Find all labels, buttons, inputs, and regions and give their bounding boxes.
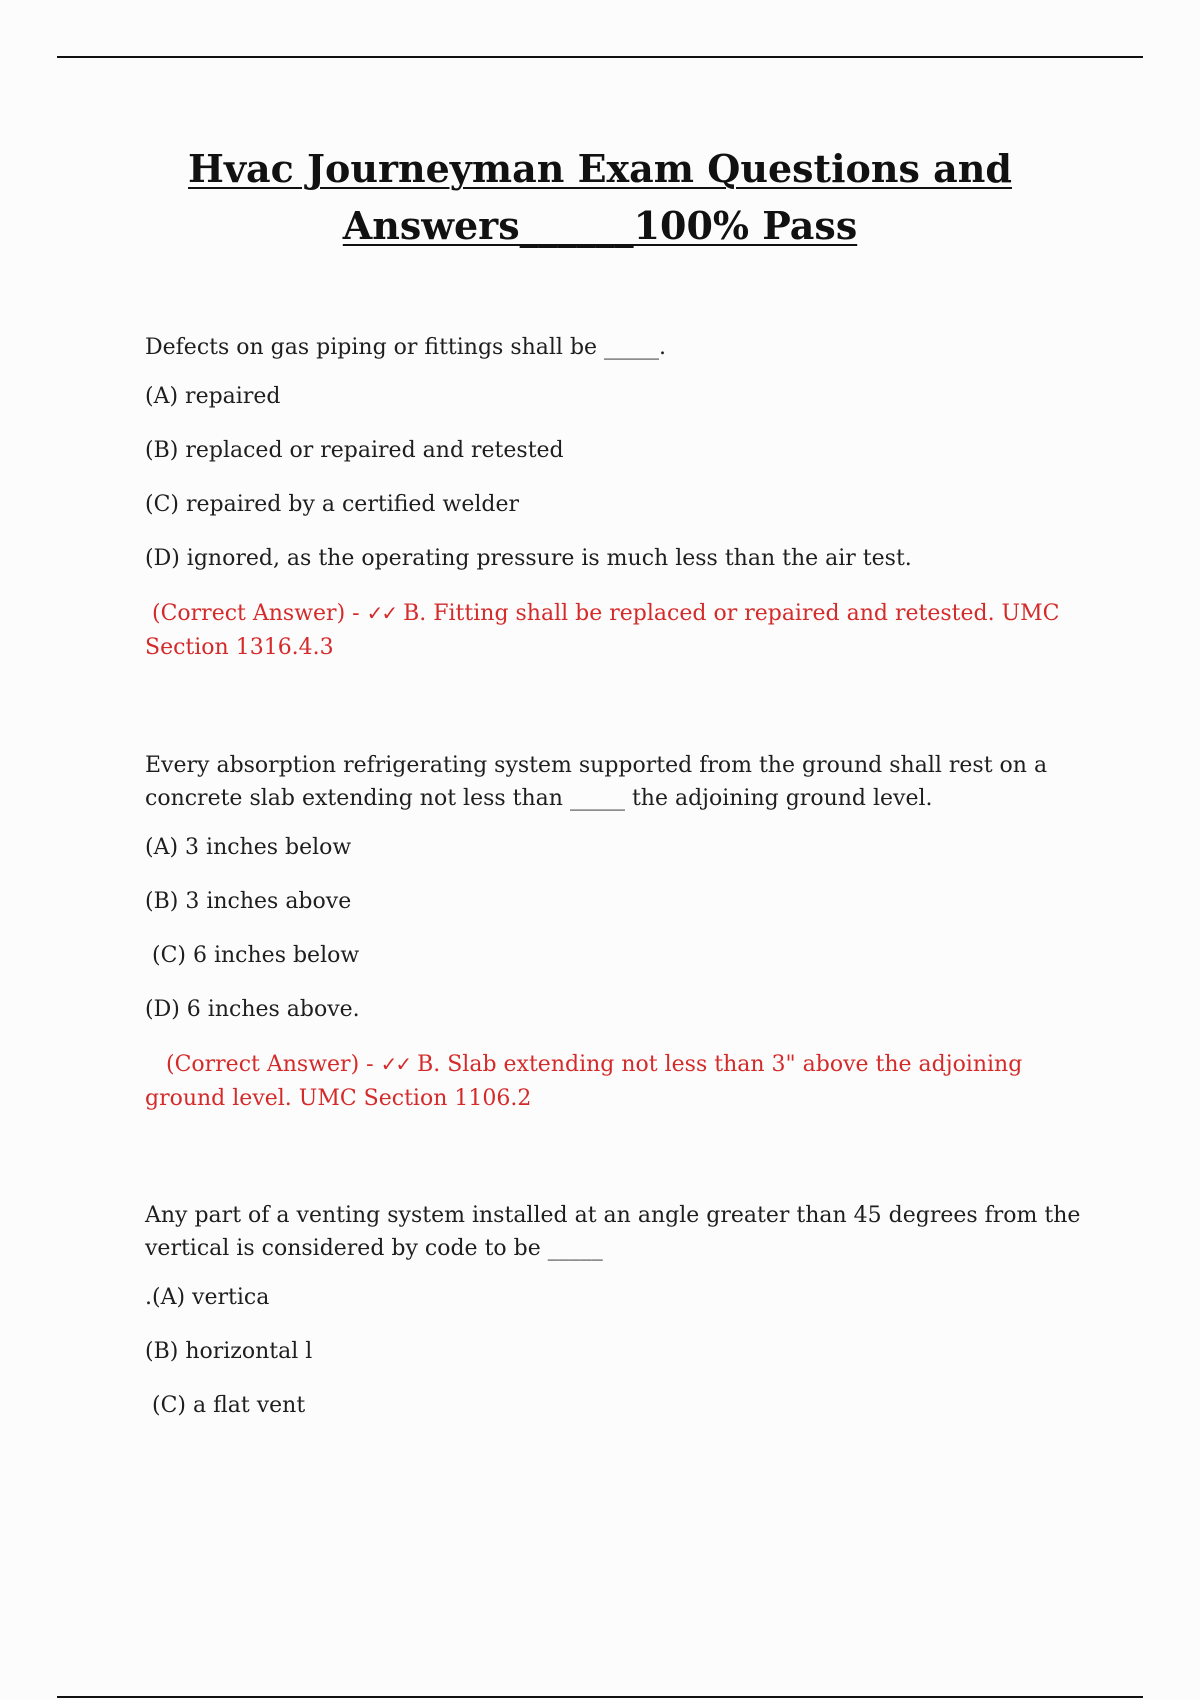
option-a: (A) 3 inches below bbox=[145, 835, 352, 860]
correct-answer bbox=[145, 596, 1085, 665]
document-title bbox=[0, 140, 1200, 254]
question-2 bbox=[145, 749, 1085, 1116]
question-stem: Every absorption refrigerating system supported from the ground shall rest on a concrete slab extending not less than _____ the adjoining ground level. bbox=[145, 753, 1048, 811]
option-c: (C) a flat vent bbox=[145, 1393, 306, 1418]
question-1 bbox=[145, 331, 1085, 665]
question-3 bbox=[145, 1199, 1085, 1443]
option-d: (D) 6 inches above. bbox=[145, 997, 360, 1022]
double-check-icon: ✓✓ bbox=[366, 601, 397, 625]
option-a: .(A) vertica bbox=[145, 1285, 270, 1310]
answer-prefix: (Correct Answer) - bbox=[145, 601, 367, 626]
question-stem: Any part of a venting system installed at an angle greater than 45 degrees from the vertical is considered by code to be _____ bbox=[145, 1203, 1081, 1261]
option-b: (B) 3 inches above bbox=[145, 889, 352, 914]
option-b: (B) replaced or repaired and retested bbox=[145, 438, 564, 463]
option-a: (A) repaired bbox=[145, 384, 281, 409]
answer-text: B. Fitting shall be replaced or repaired and retested. UMC Section 1316.4.3 bbox=[145, 601, 1060, 660]
answer-text: B. Slab extending not less than 3" above the adjoining ground level. UMC Section 1106.2 bbox=[145, 1052, 1023, 1111]
title-line-2: Answers______100% Pass bbox=[342, 203, 858, 248]
correct-answer bbox=[145, 1047, 1085, 1116]
answer-prefix: (Correct Answer) - bbox=[145, 1052, 381, 1077]
bottom-rule bbox=[57, 1696, 1143, 1698]
double-check-icon: ✓✓ bbox=[380, 1052, 411, 1076]
title-line-1: Hvac Journeyman Exam Questions and bbox=[188, 146, 1012, 191]
option-c: (C) repaired by a certified welder bbox=[145, 492, 519, 517]
top-rule bbox=[57, 56, 1143, 58]
question-stem: Defects on gas piping or fittings shall be _____. bbox=[145, 335, 667, 360]
option-c: (C) 6 inches below bbox=[145, 943, 360, 968]
option-d: (D) ignored, as the operating pressure is much less than the air test. bbox=[145, 546, 912, 571]
option-b: (B) horizontal l bbox=[145, 1339, 313, 1364]
